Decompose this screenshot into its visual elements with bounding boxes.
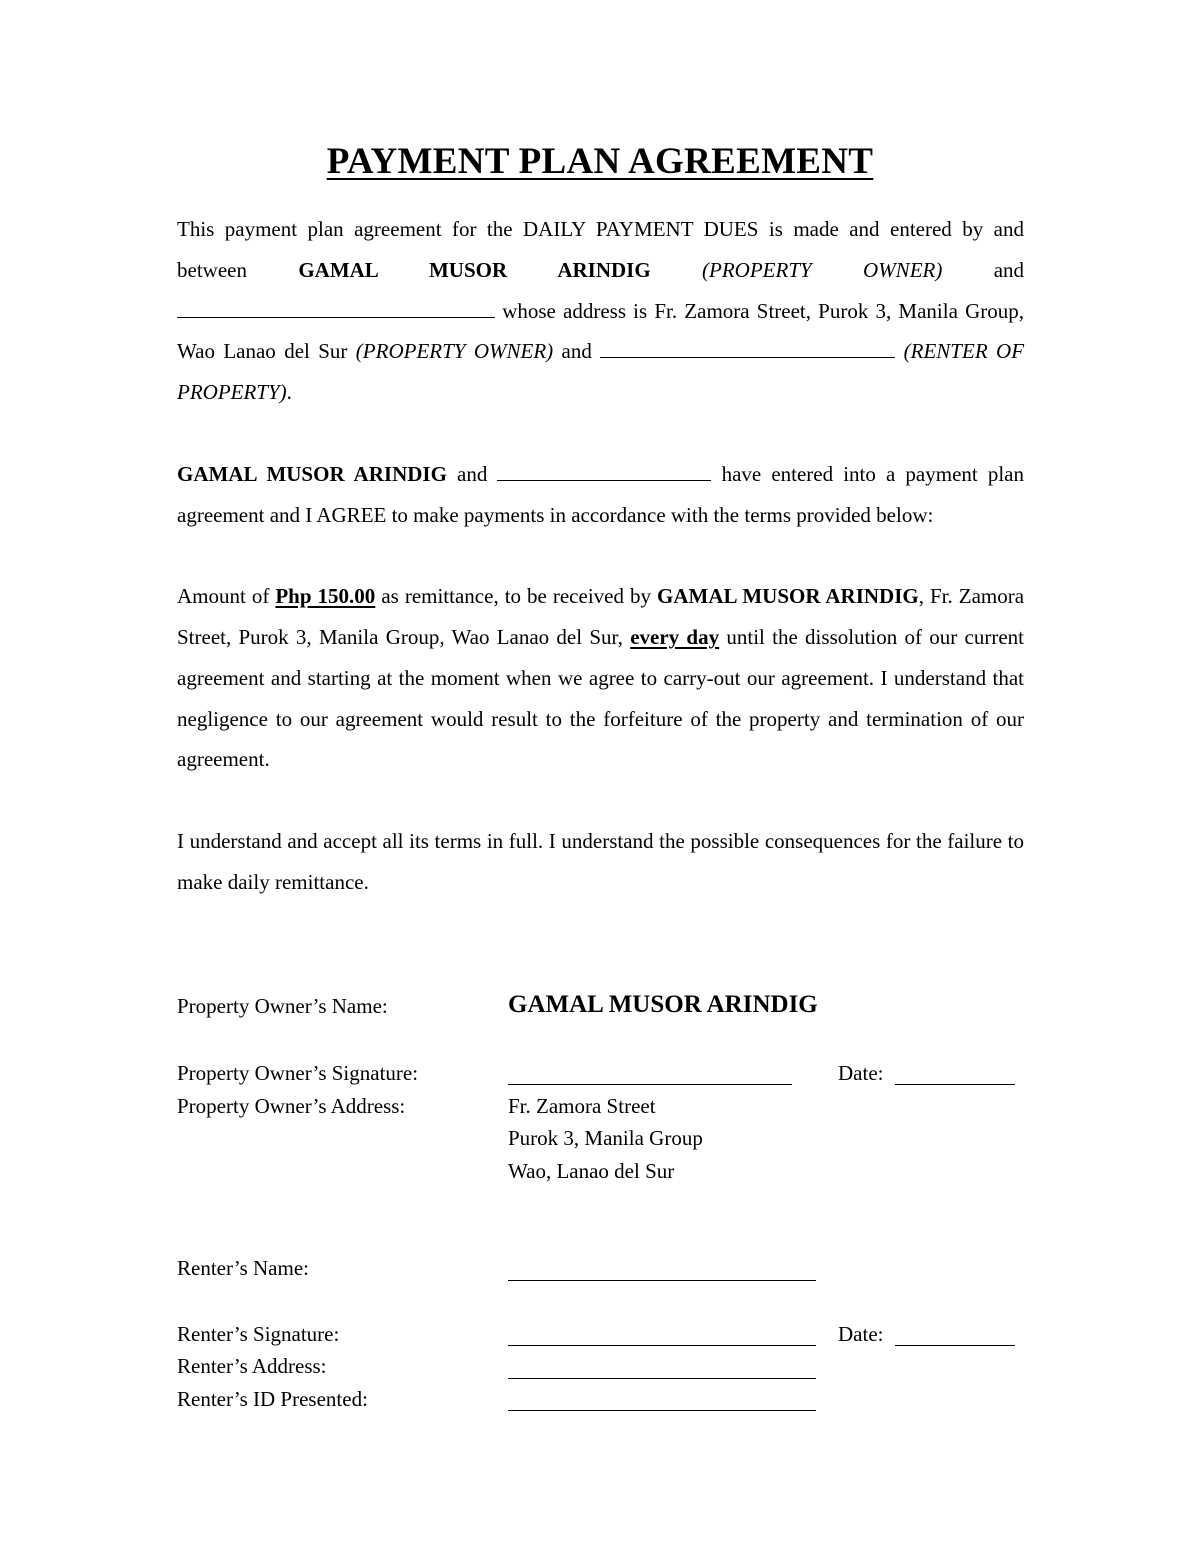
owner-name-value: GAMAL MUSOR ARINDIG bbox=[508, 991, 818, 1018]
owner-name-label: Property Owner’s Name: bbox=[177, 994, 388, 1018]
owner-address-line-3: Wao, Lanao del Sur bbox=[508, 1159, 675, 1183]
renter-id-label: Renter’s ID Presented: bbox=[177, 1387, 368, 1411]
conjunction: and bbox=[993, 257, 1025, 282]
payment-amount: Php 150.00 bbox=[275, 584, 376, 609]
renter-signature-line[interactable] bbox=[508, 1345, 816, 1346]
owner-address-line-2: Purok 3, Manila Group bbox=[508, 1126, 703, 1150]
conjunction-2: and bbox=[561, 339, 592, 364]
owner-address-label: Property Owner’s Address: bbox=[177, 1094, 406, 1118]
owner-signature-line[interactable] bbox=[508, 1084, 792, 1085]
owner-address-line-1: Fr. Zamora Street bbox=[508, 1094, 656, 1118]
renter-blank-line[interactable] bbox=[497, 458, 711, 481]
renter-date-line[interactable] bbox=[895, 1345, 1015, 1346]
terms-text-2: as remittance, to be received by bbox=[381, 584, 651, 609]
agreement-text: have entered into a payment plan agreement and I AGREE to make payments in accordance with the terms provided below: bbox=[177, 461, 1024, 527]
owner-name-bold: GAMAL MUSOR ARINDIG bbox=[657, 584, 919, 609]
terms-text-3: , Fr. Zamora Street, Purok 3, Manila Group, Wao Lanao del Sur, bbox=[177, 584, 1025, 649]
owner-name-bold: GAMAL MUSOR ARINDIG bbox=[177, 461, 447, 486]
owner-signature-label: Property Owner’s Signature: bbox=[177, 1061, 419, 1085]
renter-signature-label: Renter’s Signature: bbox=[177, 1322, 340, 1346]
intro-paragraph bbox=[177, 209, 1024, 413]
intro-text-2: whose address is Fr. Zamora Street, Purok 3, Manila Group, Wao Lanao del Sur bbox=[177, 298, 1025, 364]
conjunction: and bbox=[457, 461, 488, 486]
renter-name-line[interactable] bbox=[508, 1280, 816, 1281]
terms-text-1: Amount of bbox=[177, 584, 270, 609]
renter-role: (RENTER OF PROPERTY) bbox=[177, 339, 1025, 405]
document-body bbox=[177, 209, 1024, 903]
document-title: PAYMENT PLAN AGREEMENT bbox=[326, 141, 874, 182]
renter-id-line[interactable] bbox=[508, 1410, 816, 1411]
terms-text-4: until the dissolution of our current agreement and starting at the moment when we agree to carry-out our agreement. I understand that negligence to our agreement would result to the forfeiture of the property and termination of our agreement. bbox=[177, 624, 1024, 772]
renter-address-line[interactable] bbox=[508, 1378, 816, 1379]
acceptance-paragraph: I understand and accept all its terms in full. I understand the possible consequences for the failure to make daily remittance. bbox=[177, 828, 1024, 894]
renter-blank-line[interactable] bbox=[600, 335, 895, 358]
terms-paragraph bbox=[177, 576, 1024, 780]
agreement-paragraph bbox=[177, 454, 1024, 536]
owner-name-bold: GAMAL MUSOR ARINDIG bbox=[298, 257, 651, 282]
period: . bbox=[286, 380, 292, 405]
renter-date-label: Date: bbox=[838, 1322, 884, 1346]
intro-text-1: This payment plan agreement for the DAILY PAYMENT DUES is made and entered by and between bbox=[177, 217, 1024, 282]
owner-role-2: (PROPERTY OWNER) bbox=[355, 339, 554, 364]
party-blank-line[interactable] bbox=[177, 295, 495, 318]
renter-address-label: Renter’s Address: bbox=[177, 1354, 327, 1378]
owner-date-line[interactable] bbox=[895, 1084, 1015, 1085]
owner-date-label: Date: bbox=[838, 1061, 884, 1085]
payment-frequency: every day bbox=[630, 624, 720, 649]
renter-name-label: Renter’s Name: bbox=[177, 1256, 309, 1280]
owner-role: (PROPERTY OWNER) bbox=[702, 257, 943, 282]
